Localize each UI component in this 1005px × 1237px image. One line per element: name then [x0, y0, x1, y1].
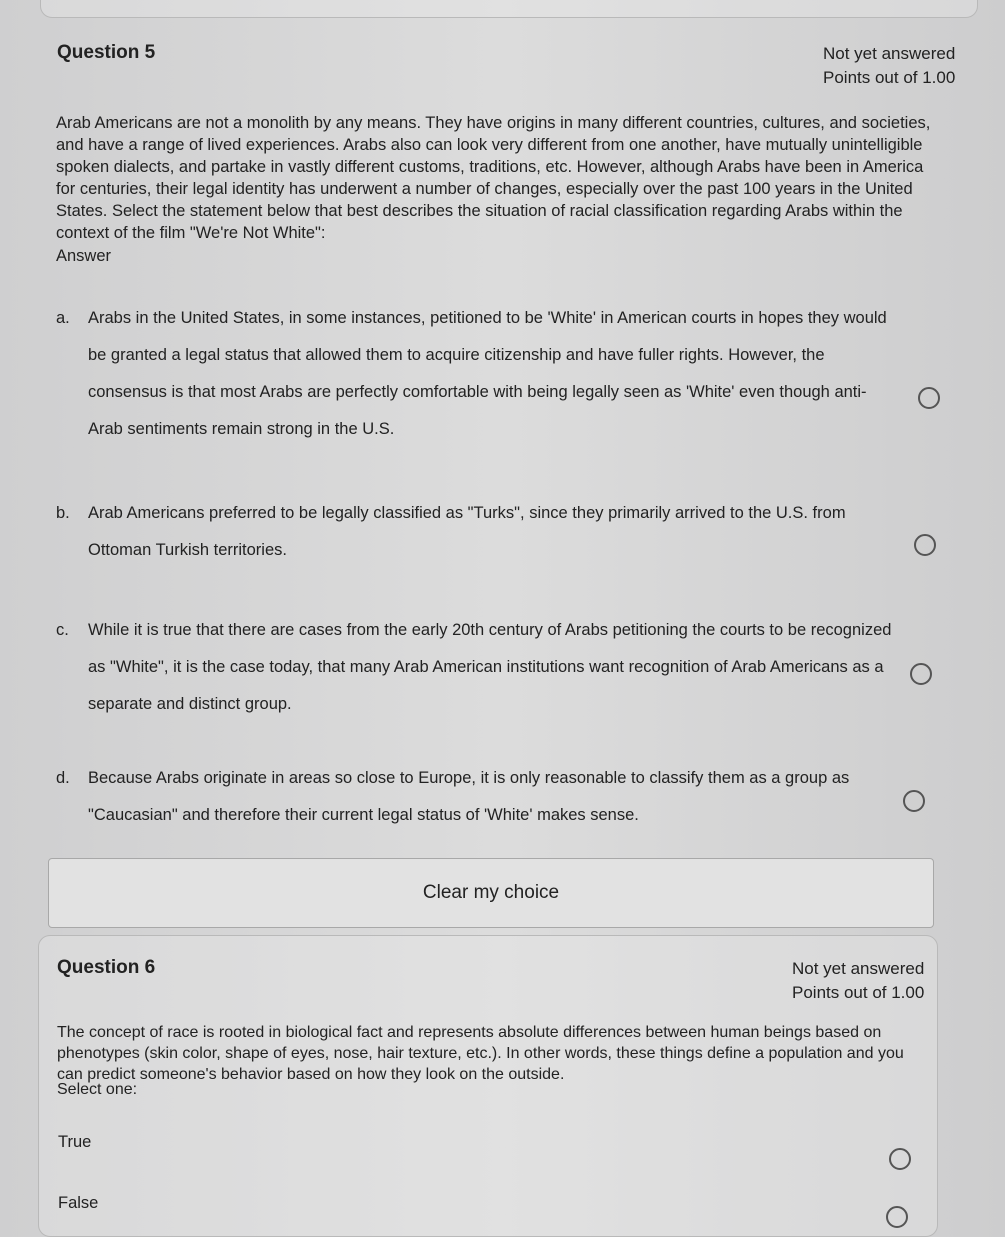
answer-label: Answer	[56, 247, 112, 265]
option-text: Arabs in the United States, in some instances, petitioned to be 'White' in American courts in hopes they would be granted a legal status that allowed them to acquire citizenship and have fuller rights. However, the consensus is that most Arabs are perfectly comfortable with being legally seen as 'White' even though anti-Arab sentiments remain strong in the U.S.	[88, 309, 887, 438]
question-6-answer-status: Not yet answered	[792, 959, 925, 978]
option-true[interactable]: True	[58, 1133, 92, 1151]
option-true-radio[interactable]	[889, 1148, 911, 1170]
question-6-points: Points out of 1.00	[792, 983, 925, 1002]
top-card-edge	[40, 0, 978, 18]
option-d-radio[interactable]	[903, 790, 925, 812]
option-d[interactable]	[56, 760, 896, 834]
option-a-radio[interactable]	[918, 387, 940, 409]
option-letter: c.	[56, 621, 69, 639]
option-text: Arab Americans preferred to be legally classified as "Turks", since they primarily arrived to the U.S. from Ottoman Turkish territories.	[88, 504, 846, 559]
option-false[interactable]: False	[58, 1194, 99, 1212]
question-6-title: Question 6	[57, 957, 156, 978]
option-text: While it is true that there are cases from the early 20th century of Arabs petitioning the courts to be recognized as "White", it is the case today, that many Arab American institutions want recognition of Arab Americans as a separate and distinct group.	[88, 621, 892, 713]
option-a[interactable]	[56, 300, 896, 448]
option-c-radio[interactable]	[910, 663, 932, 685]
select-one-label: Select one:	[57, 1081, 138, 1098]
question-6-status	[792, 957, 924, 1005]
option-b-radio[interactable]	[914, 534, 936, 556]
option-text: Because Arabs originate in areas so close to Europe, it is only reasonable to classify them as a group as "Caucasian" and therefore their current legal status of 'White' makes sense.	[88, 769, 850, 824]
option-b[interactable]	[56, 495, 896, 569]
option-letter: b.	[56, 504, 70, 522]
clear-my-choice-button[interactable]: Clear my choice	[48, 858, 934, 928]
question-5-status	[823, 42, 955, 90]
question-5-answer-status: Not yet answered	[823, 44, 956, 63]
question-5-points: Points out of 1.00	[823, 68, 956, 87]
option-c[interactable]	[56, 612, 896, 723]
question-5-text: Arab Americans are not a monolith by any means. They have origins in many different countries, cultures, and societies, and have a range of lived experiences. Arabs also can look very different from one another, have mutually unintelligible spoken dialects, and partake in vastly different customs, traditions, etc. However, although Arabs have been in America for centuries, their legal identity has underwent a number of changes, especially over the past 100 years in the United States. Select the statement below that best describes the situation of racial classification regarding Arabs within the context of the film "We're Not White":	[56, 114, 931, 242]
option-false-radio[interactable]	[886, 1206, 908, 1228]
question-6-text: The concept of race is rooted in biological fact and represents absolute differences between human beings based on phenotypes (skin color, shape of eyes, nose, hair texture, etc.). In other words, these things define a population and you can predict someone's behavior based on how they look on the outside.	[57, 1024, 904, 1083]
option-letter: d.	[56, 769, 70, 787]
option-letter: a.	[56, 309, 70, 327]
question-5-title: Question 5	[57, 42, 156, 63]
